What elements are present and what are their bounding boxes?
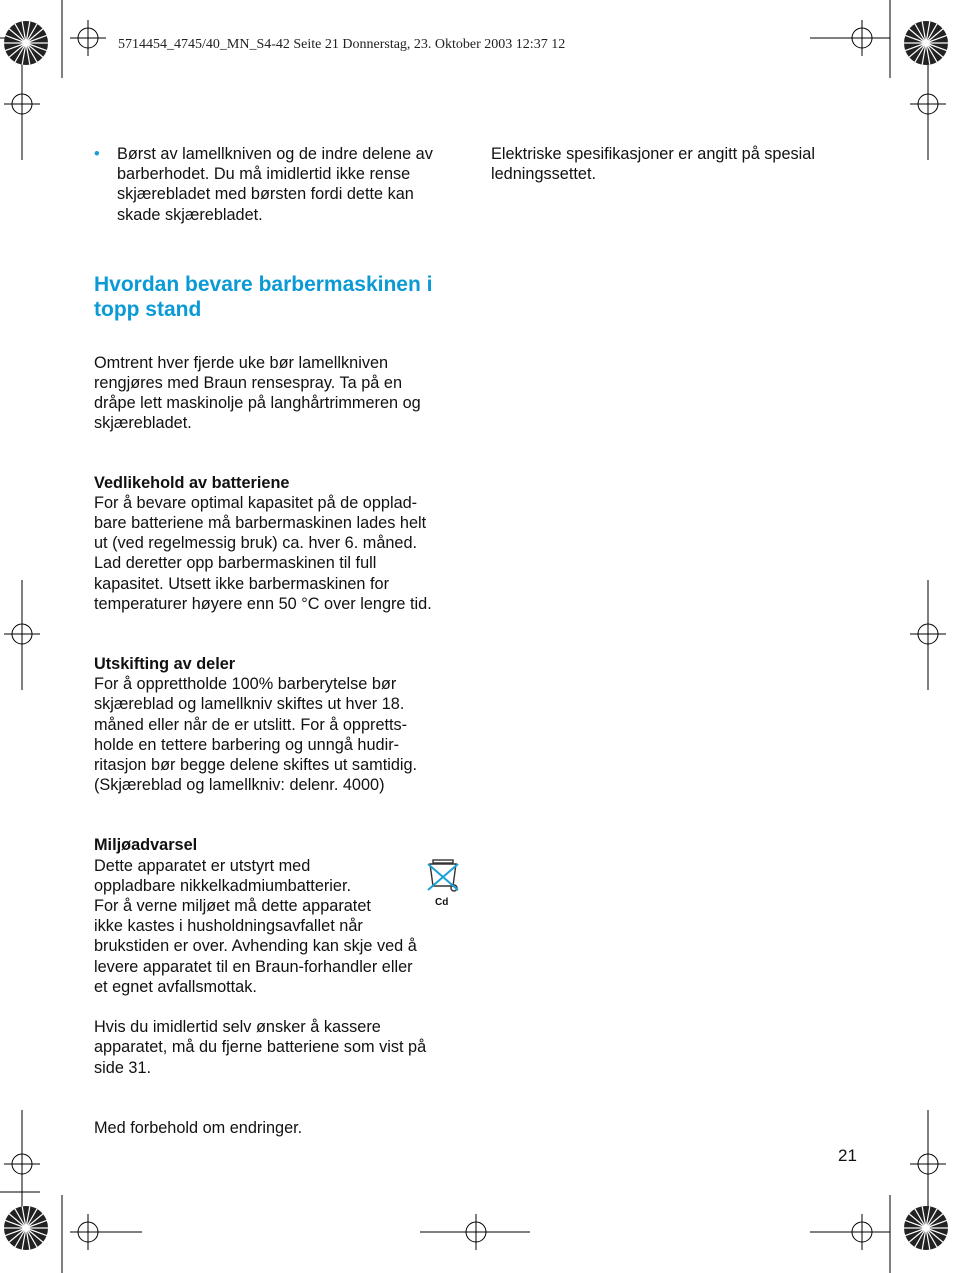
crossed-bin-icon — [424, 856, 464, 910]
parts-paragraph: For å opprettholde 100% barberytelse bør skjæreblad og lamellkniv skiftes ut hver 18. måned eller når de er utslitt. For å oppretts- holde en tettere barbering og unngå hudir- ritasjon bør begge delene skiftes ut samtidig. (Skjæreblad og lamellkniv: delenr. 4000) — [94, 675, 418, 795]
electrical-spec-text: Elektriske spesifikasjoner er angitt på spesial ledningssettet. — [491, 145, 815, 184]
left-column — [94, 144, 464, 1138]
bullet-item — [94, 144, 464, 225]
environment-paragraph: Dette apparatet er utstyrt med oppladbare nikkelkadmiumbatterier. For å verne miljøet må dette apparatet ikke kastes i husholdningsavfallet når brukstiden er over. Avhending kan skje ved å levere apparatet til en Braun-forhandler eller et egnet avfallsmottak. — [94, 856, 417, 996]
bullet-text: Børst av lamellkniven og de indre delene av barberhodet. Du må imidlertid ikke rense skjærebladet med børsten fordi dette kan skade skjærebladet. — [117, 145, 433, 224]
parts-heading: Utskifting av deler — [94, 655, 236, 674]
bin-icon-label: Cd — [435, 896, 449, 908]
environment-heading: Miljøadvarsel — [94, 836, 198, 855]
closing-note: Med forbehold om endringer. — [94, 1118, 303, 1137]
battery-heading: Vedlikehold av batteriene — [94, 473, 290, 492]
environment-paragraph-2: Hvis du imidlertid selv ønsker å kassere apparatet, må du fjerne batteriene som vist på side 31. — [94, 1018, 427, 1077]
page-number: 21 — [838, 1146, 857, 1165]
right-column — [491, 144, 871, 184]
bullet-dot-icon: • — [94, 145, 100, 163]
battery-paragraph: For å bevare optimal kapasitet på de opplad- bare batteriene må barbermaskinen lades helt ut (ved regelmessig bruk) ca. hver 6. måned. Lad deretter opp barbermaskinen til full kapasitet. Utsett ikke barbermaskinen for temperaturer høyere enn 50 °C over lengre tid. — [94, 493, 432, 613]
intro-paragraph: Omtrent hver fjerde uke bør lamellkniven rengjøres med Braun rensespray. Ta på en dråpe lett maskinolje på langhårtrimmeren og skjærebladet. — [94, 353, 421, 433]
print-slug: 5714454_4745/40_MN_S4-42 Seite 21 Donnerstag, 23. Oktober 2003 12:37 12 — [118, 37, 566, 52]
section-heading: Hvordan bevare barbermaskinen i topp stand — [94, 272, 433, 321]
environment-block — [94, 856, 464, 997]
